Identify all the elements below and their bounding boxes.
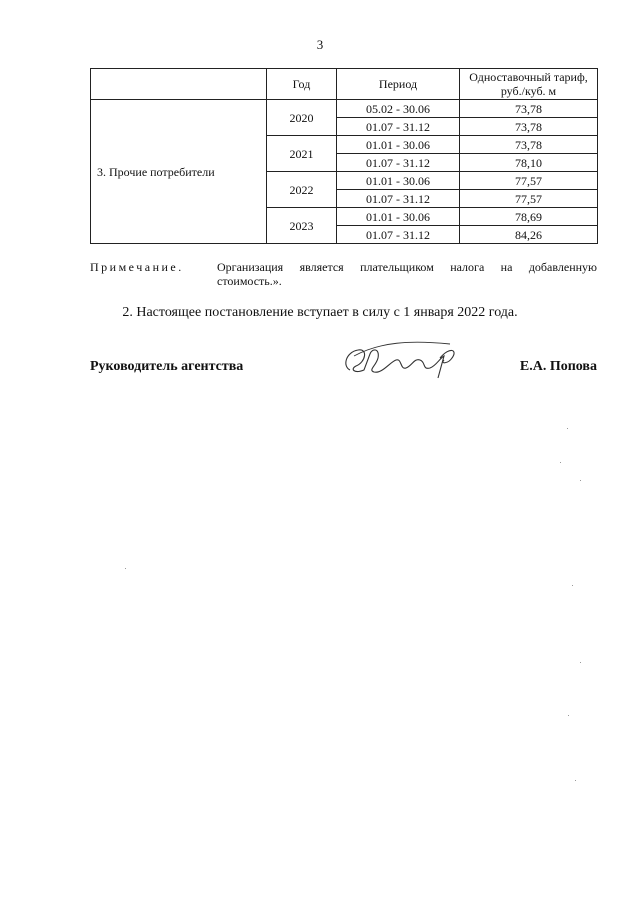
note-text-continuation: стоимость.». (217, 274, 282, 288)
effective-date-clause: 2. Настоящее постановление вступает в силу с 1 января 2022 года. (122, 305, 518, 320)
year-cell: 2022 (267, 172, 337, 208)
table-row (91, 100, 598, 118)
period-cell: 01.07 - 31.12 (337, 190, 460, 208)
tariff-cell: 73,78 (460, 100, 598, 118)
signatory-name: Е.А. Попова (519, 359, 597, 374)
scan-speck (125, 568, 126, 569)
page-number: 3 (316, 37, 324, 52)
tariff-cell: 84,26 (460, 226, 598, 244)
tariff-table (90, 68, 598, 244)
tariff-cell: 73,78 (460, 136, 598, 154)
period-cell: 01.01 - 30.06 (337, 208, 460, 226)
header-period: Период (337, 69, 460, 100)
note-text: Организация является плательщиком налога на добавленную (217, 260, 597, 274)
year-cell: 2023 (267, 208, 337, 244)
header-tariff: Одноставочный тариф, руб./куб. м (460, 69, 598, 100)
signatory-title: Руководитель агентства (90, 359, 244, 374)
scan-speck (580, 662, 581, 663)
period-cell: 05.02 - 30.06 (337, 100, 460, 118)
period-cell: 01.07 - 31.12 (337, 226, 460, 244)
scan-speck (575, 780, 576, 781)
consumer-cell: 3. Прочие потребители (91, 100, 267, 244)
scan-speck (568, 715, 569, 716)
tariff-cell: 77,57 (460, 172, 598, 190)
period-cell: 01.07 - 31.12 (337, 118, 460, 136)
header-year: Год (267, 69, 337, 100)
tariff-cell: 78,10 (460, 154, 598, 172)
note-label: Примечание. (90, 260, 184, 274)
period-cell: 01.01 - 30.06 (337, 136, 460, 154)
period-cell: 01.01 - 30.06 (337, 172, 460, 190)
tariff-cell: 77,57 (460, 190, 598, 208)
scan-speck (580, 480, 581, 481)
handwritten-signature (340, 336, 465, 384)
scan-speck (567, 428, 568, 429)
scan-speck (560, 462, 561, 463)
year-cell: 2021 (267, 136, 337, 172)
tariff-cell: 73,78 (460, 118, 598, 136)
tariff-cell: 78,69 (460, 208, 598, 226)
scan-speck (572, 585, 573, 586)
table-header-row (91, 69, 598, 100)
period-cell: 01.07 - 31.12 (337, 154, 460, 172)
year-cell: 2020 (267, 100, 337, 136)
header-consumer (91, 69, 267, 100)
